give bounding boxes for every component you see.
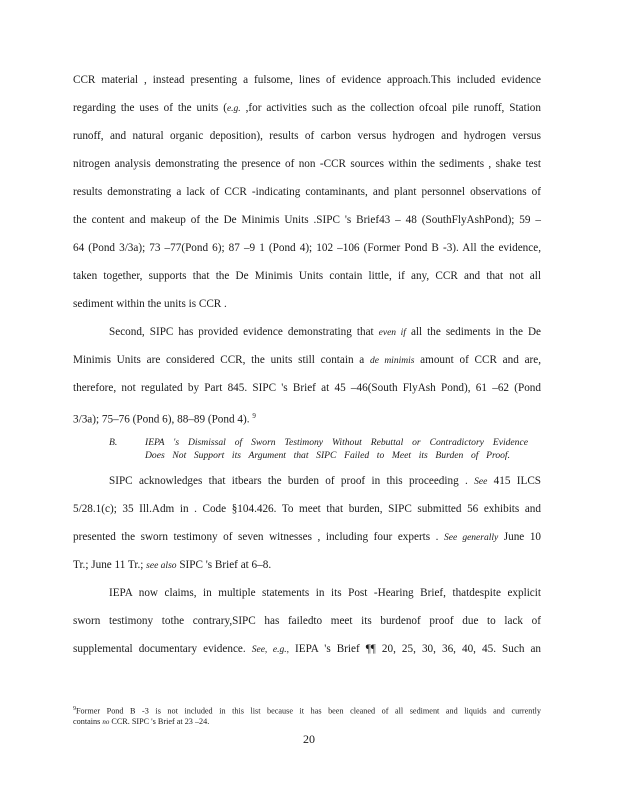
- body-line: [109, 325, 541, 340]
- body-line: CCR material , instead presenting a fulsome, lines of evidence approach.This included evidence: [73, 74, 541, 86]
- page-number: 20: [303, 732, 315, 746]
- subheading-label: B.: [109, 437, 118, 448]
- body-line: the content and makeup of the De Minimis Units .SIPC 's Brief43 – 48 (SouthFlyAshPond); 59 –: [73, 214, 541, 226]
- italic-signal: See, e.g.,: [251, 645, 289, 655]
- body-line-text: 3/3a); 75–76 (Pond 6), 88–89 (Pond 4).: [73, 413, 250, 426]
- body-line-text: Second, SIPC has provided evidence demonstrating that: [109, 326, 374, 338]
- footnote-text: contains: [73, 717, 101, 726]
- body-line: sworn testimony tothe contrary,SIPC has failedto meet its burdenof proof due to lack of: [73, 615, 541, 627]
- body-line-text: SIPC 's Brief at 6–8.: [179, 559, 272, 571]
- body-line: [73, 530, 541, 545]
- subheading-line: Does Not Support its Argument that SIPC Failed to Meet its Burden of Proof.: [145, 450, 510, 461]
- body-line-text: 415 ILCS: [493, 475, 542, 487]
- italic-signal: See: [474, 477, 488, 487]
- body-line: [109, 474, 541, 489]
- body-line: IEPA now claims, in multiple statements in its Post -Hearing Brief, thatdespite explicit: [109, 587, 541, 599]
- footnote-text: Former Pond B -3 is not included in this list because it has been cleaned of all sediment and liquids and currently: [76, 706, 541, 716]
- body-line: therefore, not regulated by Part 845. SIPC 's Brief at 45 –46(South FlyAsh Pond), 61 –62 (Pond: [73, 382, 541, 394]
- body-line: [73, 101, 541, 116]
- body-line-text: ,for activities such as the collection ofcoal pile runoff, Station: [240, 102, 541, 114]
- footnote-marker: 9: [73, 706, 76, 712]
- body-line-text: all the sediments in the De: [410, 326, 542, 338]
- body-line-text: SIPC acknowledges that itbears the burden of proof in this proceeding .: [109, 475, 468, 487]
- body-line: [73, 353, 541, 368]
- body-line: 64 (Pond 3/3a); 73 –77(Pond 6); 87 –9 1 (Pond 4); 102 –106 (Former Pond B -3). All the evidence,: [73, 242, 541, 254]
- italic-emphasis: even if: [378, 328, 406, 338]
- body-line: 5/28.1(c); 35 Ill.Adm in . Code §104.426. To meet that burden, SIPC submitted 56 exhibits and: [73, 503, 541, 515]
- italic-signal: see also: [146, 561, 177, 571]
- footnote: [73, 716, 541, 728]
- body-line: sediment within the units is CCR .: [73, 298, 227, 310]
- body-line-text: presented the sworn testimony of seven witnesses , including four experts .: [73, 531, 439, 543]
- body-line: [73, 642, 541, 657]
- body-line: [73, 558, 541, 573]
- body-line: runoff, and natural organic deposition), results of carbon versus hydrogen and hydrogen versus: [73, 130, 541, 142]
- italic-signal: See generally: [444, 533, 499, 543]
- body-line: taken together, supports that the De Minimis Units contain little, if any, CCR and that not all: [73, 270, 541, 282]
- footnote-reference: 9: [252, 412, 256, 420]
- italic-emphasis: no: [102, 718, 110, 726]
- body-line: nitrogen analysis demonstrating the presence of non -CCR sources within the sediments , shake test: [73, 158, 541, 170]
- body-line-text: amount of CCR and are,: [420, 354, 542, 366]
- body-line-text: Minimis Units are considered CCR, the units still contain a: [73, 354, 365, 366]
- body-line-text: regarding the uses of the units (: [73, 102, 227, 114]
- footnote-text: CCR. SIPC 's Brief at 23 –24.: [111, 717, 210, 726]
- footnote: [73, 704, 541, 717]
- italic-emphasis: de minimis: [370, 356, 415, 366]
- body-line-text: IEPA 's Brief ¶¶ 20, 25, 30, 36, 40, 45. Such an: [295, 643, 542, 655]
- body-line-text: June 10: [503, 531, 542, 543]
- body-line-text: Tr.; June 11 Tr.;: [73, 559, 144, 571]
- body-line: [73, 409, 541, 427]
- body-line: results demonstrating a lack of CCR -indicating contaminants, and plant personnel observations of: [73, 186, 541, 198]
- body-line-text: supplemental documentary evidence.: [73, 643, 246, 655]
- subheading-line: IEPA 's Dismissal of Sworn Testimony Without Rebuttal or Contradictory Evidence: [145, 437, 528, 448]
- italic-citation: e.g.: [226, 104, 241, 114]
